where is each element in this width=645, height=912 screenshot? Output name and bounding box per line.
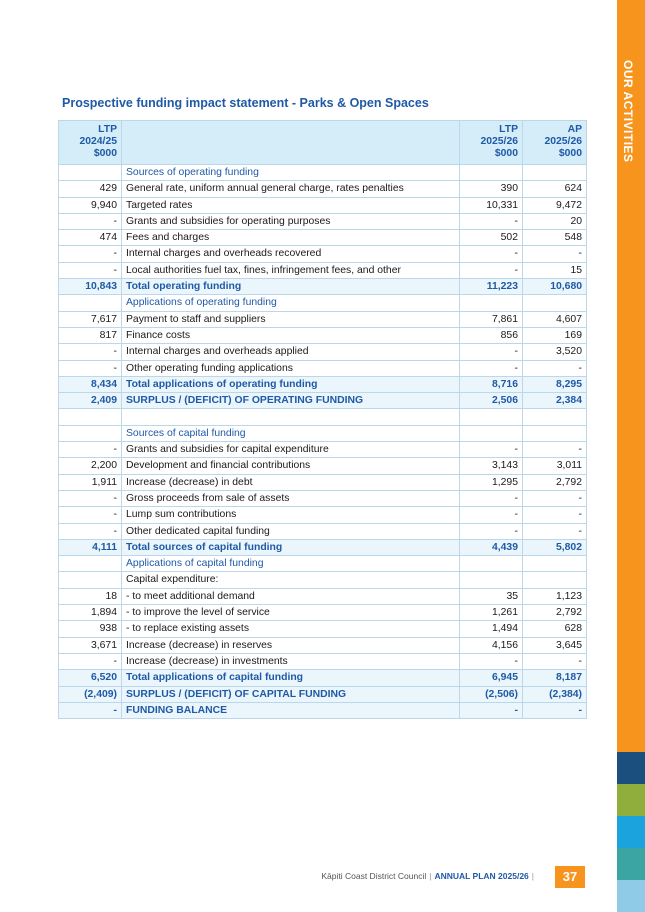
cell-ltp-2025-26: - [460, 523, 523, 539]
section-tab-label: OUR ACTIVITIES [621, 60, 635, 163]
table-row [59, 360, 587, 376]
cell-ap-2025-26: 4,607 [523, 311, 587, 327]
cell-ltp-2024-25 [59, 425, 122, 441]
cell-ltp-2024-25 [59, 572, 122, 588]
cell-ltp-2024-25: 2,409 [59, 393, 122, 409]
header-line: 2025/26 [480, 136, 518, 147]
cell-ltp-2024-25: - [59, 653, 122, 669]
cell-ap-2025-26: 10,680 [523, 279, 587, 295]
cell-ltp-2025-26 [460, 556, 523, 572]
cell-ltp-2024-25: 6,520 [59, 670, 122, 686]
cell-ap-2025-26: 8,187 [523, 670, 587, 686]
cell-ltp-2025-26: - [460, 360, 523, 376]
cell-ltp-2024-25: - [59, 507, 122, 523]
cell-ap-2025-26: - [523, 490, 587, 506]
table-row [59, 246, 587, 262]
cell-ltp-2024-25: - [59, 702, 122, 718]
table-row [59, 637, 587, 653]
cell-ltp-2025-26: 1,494 [460, 621, 523, 637]
cell-ltp-2024-25: - [59, 360, 122, 376]
cell-description: Internal charges and overheads applied [122, 344, 460, 360]
cell-description: Grants and subsidies for capital expenditure [122, 442, 460, 458]
cell-description: General rate, uniform annual general charge, rates penalties [122, 181, 460, 197]
footer-doc-title: ANNUAL PLAN 2025/26 [434, 871, 529, 881]
cell-ltp-2024-25: 429 [59, 181, 122, 197]
cell-description: Gross proceeds from sale of assets [122, 490, 460, 506]
cell-ap-2025-26: 169 [523, 327, 587, 343]
cell-ap-2025-26: - [523, 442, 587, 458]
funding-impact-table [58, 120, 587, 719]
color-swatch [617, 848, 645, 880]
cell-ltp-2025-26 [460, 295, 523, 311]
cell-ap-2025-26: 9,472 [523, 197, 587, 213]
total-row [59, 279, 587, 295]
cell-ltp-2025-26: 35 [460, 588, 523, 604]
cell-description: Total sources of capital funding [122, 539, 460, 555]
cell-description: Total applications of capital funding [122, 670, 460, 686]
cell-description: Increase (decrease) in investments [122, 653, 460, 669]
cell-ltp-2025-26 [460, 425, 523, 441]
table-row [59, 344, 587, 360]
cell-ltp-2025-26: 8,716 [460, 376, 523, 392]
cell-ap-2025-26: 628 [523, 621, 587, 637]
cell-ltp-2025-26: 6,945 [460, 670, 523, 686]
cell-ltp-2024-25: (2,409) [59, 686, 122, 702]
header-line: LTP [499, 124, 518, 135]
cell-description: Payment to staff and suppliers [122, 311, 460, 327]
cell-ap-2025-26: 3,520 [523, 344, 587, 360]
cell-description: Total operating funding [122, 279, 460, 295]
section-heading-row [59, 165, 587, 181]
cell-description: Targeted rates [122, 197, 460, 213]
cell-ltp-2025-26: 10,331 [460, 197, 523, 213]
footer-org: Kāpiti Coast District Council [321, 871, 427, 881]
cell-ltp-2025-26: - [460, 490, 523, 506]
cell-description: Applications of capital funding [122, 556, 460, 572]
cell-ap-2025-26 [523, 295, 587, 311]
cell-ltp-2024-25 [59, 165, 122, 181]
cell-description: Internal charges and overheads recovered [122, 246, 460, 262]
cell-description [122, 409, 460, 425]
cell-description: SURPLUS / (DEFICIT) OF OPERATING FUNDING [122, 393, 460, 409]
cell-ap-2025-26: 5,802 [523, 539, 587, 555]
cell-description: - to improve the level of service [122, 605, 460, 621]
cell-ltp-2025-26: - [460, 653, 523, 669]
header-line: $000 [558, 148, 582, 159]
cell-description: Total applications of operating funding [122, 376, 460, 392]
cell-description: Finance costs [122, 327, 460, 343]
cell-ltp-2025-26: - [460, 213, 523, 229]
cell-ap-2025-26: - [523, 246, 587, 262]
color-swatch [617, 784, 645, 816]
table-row [59, 181, 587, 197]
cell-ltp-2025-26 [460, 165, 523, 181]
table-row [59, 653, 587, 669]
cell-ltp-2025-26: 7,861 [460, 311, 523, 327]
table-row [59, 213, 587, 229]
table-row [59, 327, 587, 343]
cell-ltp-2025-26: 2,506 [460, 393, 523, 409]
cell-description: FUNDING BALANCE [122, 702, 460, 718]
cell-ltp-2025-26: 1,261 [460, 605, 523, 621]
cell-ltp-2025-26: 1,295 [460, 474, 523, 490]
header-description [122, 121, 460, 165]
table-row [59, 311, 587, 327]
table-row [59, 572, 587, 588]
total-row [59, 702, 587, 718]
cell-ap-2025-26: (2,384) [523, 686, 587, 702]
cell-ltp-2025-26: - [460, 507, 523, 523]
cell-description: Sources of operating funding [122, 165, 460, 181]
cell-ap-2025-26 [523, 165, 587, 181]
cell-ltp-2025-26: - [460, 442, 523, 458]
table-row [59, 474, 587, 490]
total-row [59, 539, 587, 555]
cell-description: Lump sum contributions [122, 507, 460, 523]
cell-ltp-2025-26: - [460, 246, 523, 262]
cell-ap-2025-26 [523, 556, 587, 572]
table-row [59, 605, 587, 621]
cell-ap-2025-26: 3,011 [523, 458, 587, 474]
cell-ap-2025-26: 2,792 [523, 605, 587, 621]
cell-description: Increase (decrease) in debt [122, 474, 460, 490]
total-row [59, 670, 587, 686]
cell-ltp-2025-26 [460, 572, 523, 588]
header-ltp-2024-25 [59, 121, 122, 165]
cell-ltp-2024-25: 7,617 [59, 311, 122, 327]
cell-description: Sources of capital funding [122, 425, 460, 441]
table-body [59, 165, 587, 719]
cell-ap-2025-26: 3,645 [523, 637, 587, 653]
cell-description: Other operating funding applications [122, 360, 460, 376]
color-swatch [617, 880, 645, 912]
table-row [59, 523, 587, 539]
cell-ltp-2024-25: 4,111 [59, 539, 122, 555]
color-swatch [617, 752, 645, 784]
table-row [59, 621, 587, 637]
cell-ltp-2025-26: - [460, 262, 523, 278]
cell-ltp-2025-26: 856 [460, 327, 523, 343]
cell-ltp-2025-26: 3,143 [460, 458, 523, 474]
cell-ap-2025-26: - [523, 523, 587, 539]
cell-ap-2025-26 [523, 409, 587, 425]
cell-ap-2025-26: 15 [523, 262, 587, 278]
cell-ltp-2024-25: 1,894 [59, 605, 122, 621]
cell-ap-2025-26: - [523, 702, 587, 718]
cell-description: Development and financial contributions [122, 458, 460, 474]
color-swatch [617, 816, 645, 848]
cell-ltp-2024-25: 18 [59, 588, 122, 604]
footer-separator: | [531, 871, 534, 881]
cell-ap-2025-26: 624 [523, 181, 587, 197]
cell-ap-2025-26: 2,792 [523, 474, 587, 490]
cell-ap-2025-26: - [523, 507, 587, 523]
cell-description: - to meet additional demand [122, 588, 460, 604]
total-row [59, 686, 587, 702]
cell-ltp-2025-26: (2,506) [460, 686, 523, 702]
table-row [59, 197, 587, 213]
section-heading-row [59, 295, 587, 311]
cell-ltp-2024-25: - [59, 344, 122, 360]
cell-ap-2025-26: 2,384 [523, 393, 587, 409]
cell-ltp-2024-25: - [59, 490, 122, 506]
cell-description: Local authorities fuel tax, fines, infringement fees, and other [122, 262, 460, 278]
cell-ap-2025-26: 20 [523, 213, 587, 229]
cell-ltp-2024-25: - [59, 262, 122, 278]
cell-ltp-2024-25: 8,434 [59, 376, 122, 392]
page-title: Prospective funding impact statement - Parks & Open Spaces [62, 96, 429, 110]
cell-description: Fees and charges [122, 230, 460, 246]
total-row [59, 376, 587, 392]
cell-ltp-2024-25: - [59, 213, 122, 229]
cell-description: Applications of operating funding [122, 295, 460, 311]
cell-ltp-2025-26: 502 [460, 230, 523, 246]
cell-ltp-2025-26: 11,223 [460, 279, 523, 295]
cell-ap-2025-26: - [523, 360, 587, 376]
cell-ltp-2024-25: 474 [59, 230, 122, 246]
header-line: 2024/25 [79, 136, 117, 147]
cell-ap-2025-26: 1,123 [523, 588, 587, 604]
cell-ltp-2024-25: 938 [59, 621, 122, 637]
cell-ltp-2024-25: 2,200 [59, 458, 122, 474]
cell-ap-2025-26 [523, 425, 587, 441]
table-row [59, 588, 587, 604]
cell-description: Grants and subsidies for operating purposes [122, 213, 460, 229]
footer-separator: | [429, 871, 432, 881]
table-row [59, 262, 587, 278]
cell-ltp-2024-25: 9,940 [59, 197, 122, 213]
table-row [59, 490, 587, 506]
section-tab [617, 0, 645, 220]
cell-ltp-2025-26 [460, 409, 523, 425]
cell-ltp-2024-25: 10,843 [59, 279, 122, 295]
cell-description: - to replace existing assets [122, 621, 460, 637]
header-line: $000 [93, 148, 117, 159]
cell-description: Capital expenditure: [122, 572, 460, 588]
cell-ltp-2025-26: 4,439 [460, 539, 523, 555]
table-row [59, 230, 587, 246]
cell-ap-2025-26: 8,295 [523, 376, 587, 392]
header-line: 2025/26 [544, 136, 582, 147]
cell-description: Increase (decrease) in reserves [122, 637, 460, 653]
total-row [59, 393, 587, 409]
cell-ltp-2024-25 [59, 556, 122, 572]
cell-ltp-2025-26: 4,156 [460, 637, 523, 653]
spacer-row [59, 409, 587, 425]
header-line: LTP [98, 124, 117, 135]
cell-ltp-2025-26: - [460, 702, 523, 718]
table-header-row [59, 121, 587, 165]
header-line: $000 [494, 148, 518, 159]
cell-ltp-2024-25: 1,911 [59, 474, 122, 490]
cell-ltp-2024-25: - [59, 442, 122, 458]
cell-ltp-2024-25: - [59, 246, 122, 262]
header-line: AP [567, 124, 582, 135]
footer [321, 871, 537, 881]
cell-ltp-2025-26: 390 [460, 181, 523, 197]
header-ap-2025-26 [523, 121, 587, 165]
section-heading-row [59, 425, 587, 441]
section-heading-row [59, 556, 587, 572]
cell-ltp-2024-25 [59, 295, 122, 311]
page-number: 37 [555, 866, 585, 888]
table-row [59, 458, 587, 474]
cell-ltp-2024-25: 817 [59, 327, 122, 343]
cell-description: SURPLUS / (DEFICIT) OF CAPITAL FUNDING [122, 686, 460, 702]
cell-ap-2025-26 [523, 572, 587, 588]
cell-ltp-2025-26: - [460, 344, 523, 360]
cell-ap-2025-26: - [523, 653, 587, 669]
header-ltp-2025-26 [460, 121, 523, 165]
cell-ap-2025-26: 548 [523, 230, 587, 246]
table-row [59, 507, 587, 523]
table-row [59, 442, 587, 458]
cell-ltp-2024-25: - [59, 523, 122, 539]
cell-description: Other dedicated capital funding [122, 523, 460, 539]
cell-ltp-2024-25: 3,671 [59, 637, 122, 653]
cell-ltp-2024-25 [59, 409, 122, 425]
